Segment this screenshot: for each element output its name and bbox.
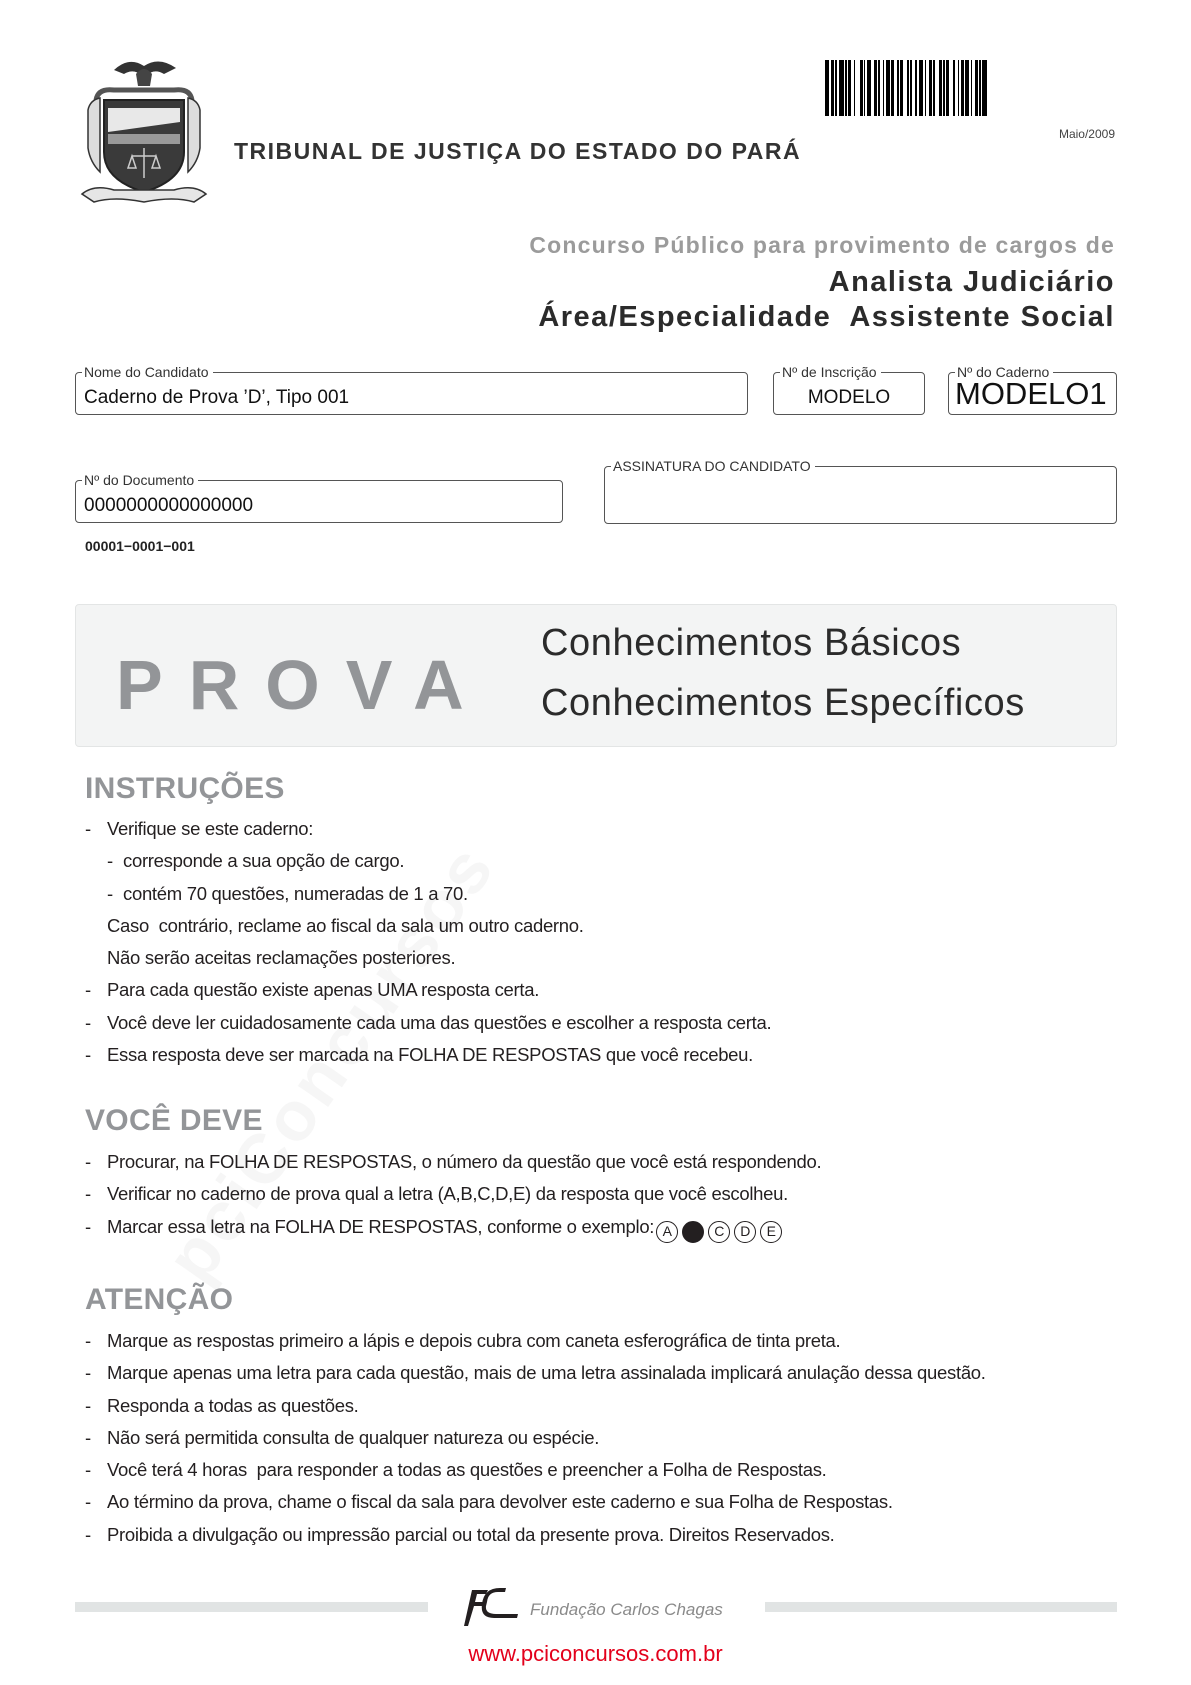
list-item bbox=[85, 979, 1125, 1011]
signature-label: ASSINATURA DO CANDIDATO bbox=[611, 457, 815, 475]
exam-date: Maio/2009 bbox=[1058, 127, 1115, 141]
footer-divider-left bbox=[75, 1602, 428, 1612]
list-item bbox=[85, 1012, 1125, 1044]
list-item bbox=[85, 1216, 1125, 1248]
bullet-dash: - bbox=[85, 979, 91, 1001]
list-item-text: Responda a todas as questões. bbox=[107, 1394, 359, 1416]
list-item bbox=[85, 850, 1125, 882]
list-item-text: Você terá 4 horas para responder a todas as questões e preencher a Folha de Respostas. bbox=[107, 1459, 827, 1481]
instructions-list bbox=[85, 818, 1125, 1076]
list-item-text: corresponde a sua opção de cargo. bbox=[123, 850, 405, 872]
bullet-dash: - bbox=[85, 1394, 91, 1416]
answer-example-bubbles bbox=[656, 1221, 782, 1243]
list-item bbox=[85, 1491, 1125, 1523]
bullet-dash: - bbox=[85, 1362, 91, 1384]
list-item bbox=[85, 915, 1125, 947]
document-number-value: 0000000000000000 bbox=[84, 495, 254, 516]
list-item-text: Marque as respostas primeiro a lápis e depois cubra com caneta esferográfica de tinta preta. bbox=[107, 1330, 841, 1351]
answer-bubble-e: E bbox=[760, 1221, 782, 1243]
attention-heading: ATENÇÃO bbox=[85, 1283, 234, 1316]
list-item bbox=[85, 1459, 1125, 1491]
bullet-dash: - bbox=[85, 1491, 91, 1513]
document-number-label: Nº do Documento bbox=[82, 471, 198, 489]
list-item bbox=[85, 818, 1125, 850]
list-item bbox=[85, 1427, 1125, 1459]
answer-bubble-b-filled bbox=[682, 1221, 704, 1243]
list-item-text: Você deve ler cuidadosamente cada uma das questões e escolher a resposta certa. bbox=[107, 1011, 772, 1033]
answer-bubble-d: D bbox=[734, 1221, 756, 1243]
bullet-dash: - bbox=[85, 1183, 91, 1205]
candidate-name-field[interactable] bbox=[75, 364, 748, 415]
bullet-dash: - bbox=[85, 1044, 91, 1066]
barcode-icon bbox=[825, 60, 1117, 116]
you-must-list bbox=[85, 1151, 1125, 1248]
bullet-dash: - bbox=[85, 1426, 91, 1448]
prova-title: PROVA bbox=[116, 646, 490, 724]
booklet-number-label: Nº do Caderno bbox=[955, 363, 1053, 381]
list-item bbox=[85, 883, 1125, 915]
list-item bbox=[85, 1330, 1125, 1362]
list-item bbox=[85, 1151, 1125, 1183]
position-title: Analista Judiciário bbox=[828, 266, 1115, 298]
registration-number-label: Nº de Inscrição bbox=[780, 363, 881, 381]
banner-subject-specific: Conhecimentos Específicos bbox=[541, 682, 1025, 724]
bullet-dash: - bbox=[85, 1459, 91, 1481]
bullet-dash: - bbox=[85, 1151, 91, 1172]
website-link[interactable]: www.pciconcursos.com.br bbox=[468, 1641, 723, 1666]
specialty-title: Área/Especialidade Assistente Social bbox=[538, 301, 1115, 333]
list-item-text: Marque apenas uma letra para cada questão, mais de uma letra assinalada implicará anulação dessa questão. bbox=[107, 1362, 986, 1384]
list-item-text: Verifique se este caderno: bbox=[107, 818, 314, 839]
list-item-text: Ao término da prova, chame o fiscal da sala para devolver este caderno e sua Folha de Respostas. bbox=[107, 1491, 893, 1513]
institution-title: TRIBUNAL DE JUSTIÇA DO ESTADO DO PARÁ bbox=[234, 138, 802, 164]
list-item-text: Proibida a divulgação ou impressão parcial ou total da presente prova. Direitos Reservados. bbox=[107, 1523, 835, 1545]
booklet-code: 00001−0001−001 bbox=[85, 538, 195, 554]
bullet-dash: - bbox=[85, 1330, 91, 1351]
list-item-text: Caso contrário, reclame ao fiscal da sala um outro caderno. bbox=[107, 914, 584, 936]
registration-number-value: MODELO bbox=[807, 387, 891, 408]
list-item bbox=[85, 1395, 1125, 1427]
attention-list bbox=[85, 1330, 1125, 1556]
booklet-number-value: MODELO1 bbox=[955, 376, 1107, 411]
bullet-dash: - bbox=[107, 882, 113, 904]
list-item-text-with-example bbox=[107, 1216, 782, 1243]
exam-intro: Concurso Público para provimento de cargos de bbox=[529, 232, 1115, 258]
coat-of-arms-crest-icon bbox=[74, 52, 214, 210]
candidate-name-value: Caderno de Prova ’D’, Tipo 001 bbox=[84, 387, 350, 408]
list-item-text: Procurar, na FOLHA DE RESPOSTAS, o número da questão que você está respondendo. bbox=[107, 1151, 822, 1172]
bullet-dash: - bbox=[85, 818, 91, 839]
signature-field[interactable] bbox=[604, 458, 1117, 524]
bullet-dash: - bbox=[85, 1215, 91, 1237]
bullet-dash: - bbox=[85, 1011, 91, 1033]
bullet-dash: - bbox=[107, 850, 113, 872]
list-item bbox=[85, 1524, 1125, 1556]
list-item bbox=[85, 1183, 1125, 1215]
document-number-field[interactable] bbox=[75, 472, 563, 523]
list-item-text: Verificar no caderno de prova qual a letra (A,B,C,D,E) da resposta que você escolheu. bbox=[107, 1183, 788, 1205]
bullet-dash: - bbox=[85, 1523, 91, 1545]
answer-bubble-a: A bbox=[656, 1221, 678, 1243]
answer-bubble-c: C bbox=[708, 1221, 730, 1243]
registration-number-field[interactable] bbox=[773, 364, 925, 415]
list-item bbox=[85, 1044, 1125, 1076]
footer-divider-right bbox=[765, 1602, 1117, 1612]
candidate-name-label: Nome do Candidato bbox=[82, 363, 213, 381]
list-item-text: Não serão aceitas reclamações posteriores. bbox=[107, 947, 456, 969]
foundation-name: Fundação Carlos Chagas bbox=[530, 1600, 723, 1619]
list-item-text: Marcar essa letra na FOLHA DE RESPOSTAS, conforme o exemplo: bbox=[107, 1215, 655, 1237]
you-must-heading: VOCÊ DEVE bbox=[85, 1104, 263, 1137]
list-item bbox=[85, 947, 1125, 979]
list-item-text: contém 70 questões, numeradas de 1 a 70. bbox=[123, 882, 468, 904]
booklet-number-field[interactable] bbox=[948, 364, 1117, 415]
fcc-logo-icon bbox=[462, 1584, 522, 1628]
instructions-heading: INSTRUÇÕES bbox=[85, 772, 285, 805]
list-item-text: Não será permitida consulta de qualquer natureza ou espécie. bbox=[107, 1426, 600, 1448]
banner-subject-basic: Conhecimentos Básicos bbox=[541, 622, 962, 664]
list-item-text: Essa resposta deve ser marcada na FOLHA DE RESPOSTAS que você recebeu. bbox=[107, 1044, 754, 1066]
list-item-text: Para cada questão existe apenas UMA resposta certa. bbox=[107, 979, 540, 1001]
exam-banner bbox=[75, 604, 1117, 747]
barcode-gap bbox=[987, 60, 990, 116]
list-item bbox=[85, 1362, 1125, 1394]
